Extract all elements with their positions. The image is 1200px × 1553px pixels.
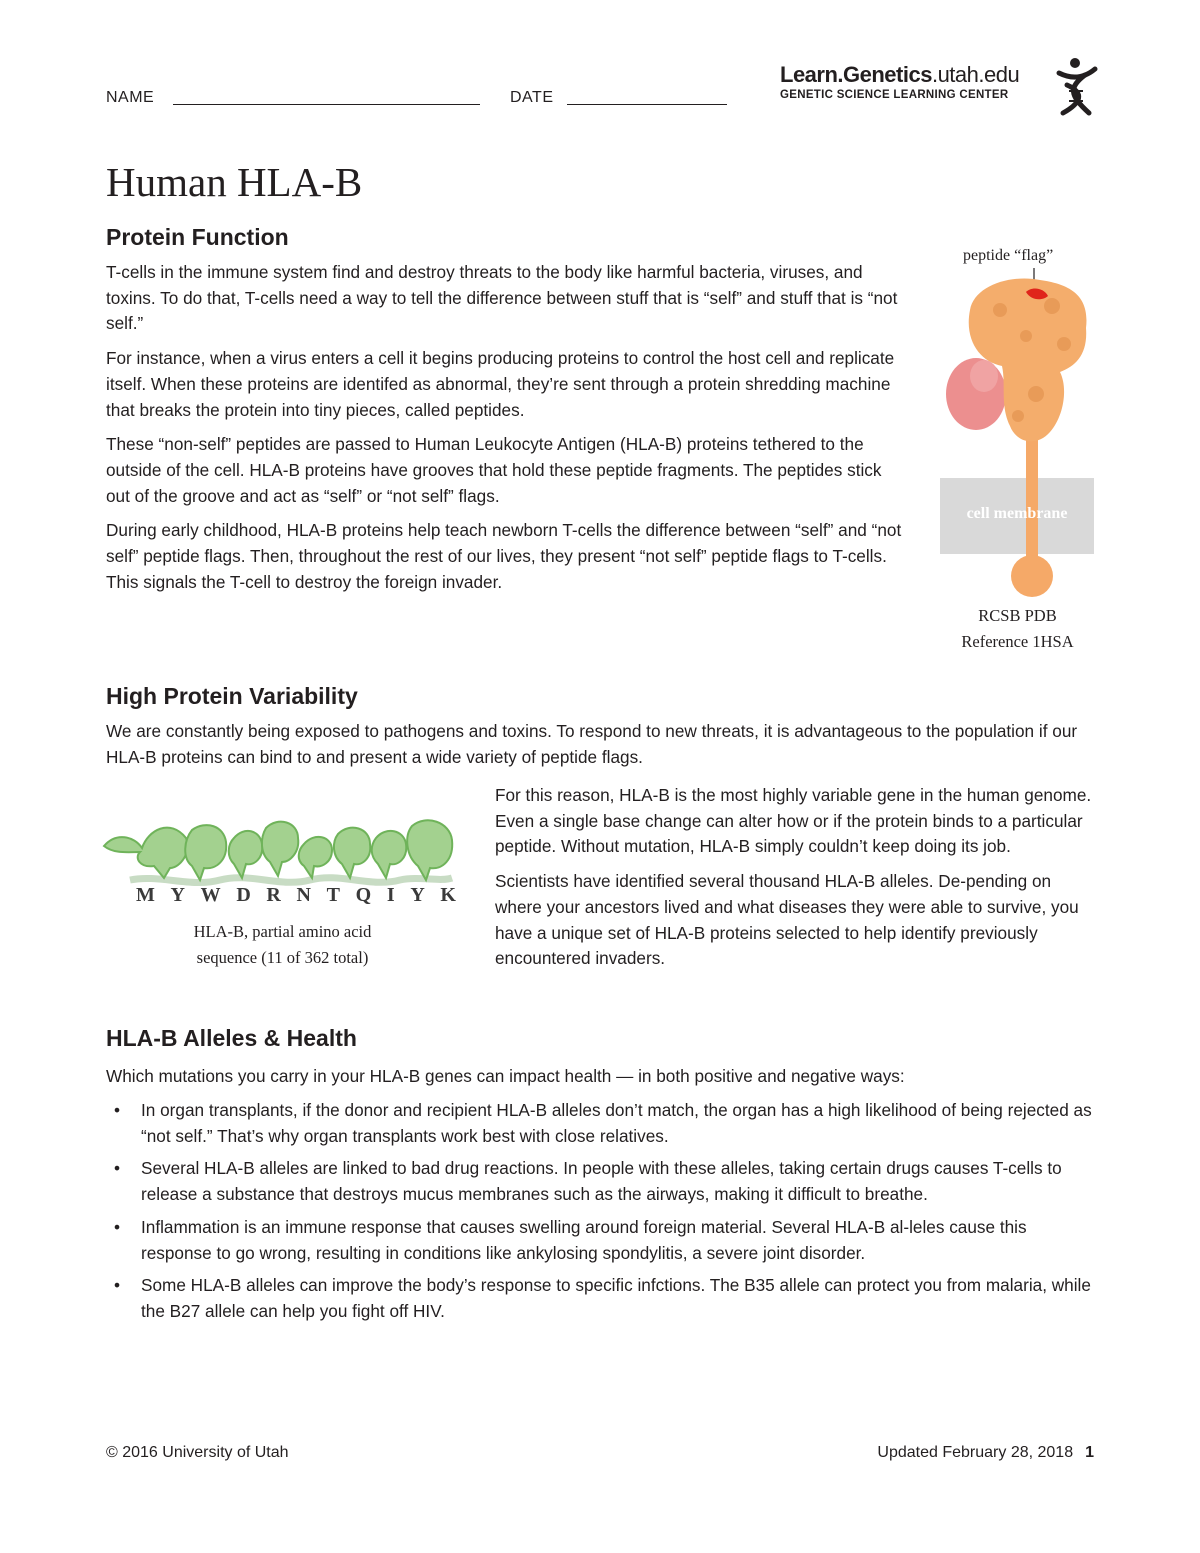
footer-copyright: © 2016 University of Utah — [106, 1444, 289, 1461]
alleles-intro: Which mutations you carry in your HLA-B genes can impact health — in both positive and negative ways: — [106, 1066, 905, 1086]
dna-person-icon — [1055, 55, 1099, 117]
amino-acid-letter: Y — [410, 884, 425, 906]
sequence-figure-caption: HLA-B, partial amino acid sequence (11 of 362 total) — [193, 922, 372, 967]
amino-acid-letter: Y — [170, 884, 185, 906]
amino-acid-letter: M — [136, 884, 155, 906]
paragraph: Scientists have identified several thousand HLA-B alleles. De-pending on where your ancestors lived and what diseases they were able to survive, you have a unique set of HLA-B proteins selected to help identify previously encountered invaders. — [495, 871, 1079, 969]
amino-acid-letter: Q — [355, 884, 372, 906]
amino-acid-letter: W — [200, 884, 221, 906]
footer-right — [877, 1444, 1094, 1462]
section-heading-variability: High Protein Variability — [106, 683, 358, 709]
site-logo[interactable] — [780, 62, 1019, 101]
logo-title: Learn.Genetics.utah.edu — [780, 62, 1020, 87]
paragraph: For this reason, HLA-B is the most highly variable gene in the human genome. Even a single base change can alter how or if the protein binds to a particular peptide. Without mutation, HLA-B simply couldn’t keep doing its job. — [495, 785, 1092, 857]
alleles-bullet-list — [106, 1098, 1096, 1332]
variability-intro: We are constantly being exposed to pathogens and toxins. To respond to new threats, it is advantageous to the population if our HLA-B proteins can bind to and present a wide variety of peptide flags. — [106, 721, 1078, 767]
protein-figure-caption: RCSB PDB Reference 1HSA — [961, 606, 1074, 651]
list-item: • Inflammation is an immune response that causes swelling around foreign material. Several HLA-B al-leles cause this response to go wrong, resulting in conditions like ankylosing spondylitis, a severe joint disorder. — [114, 1216, 1027, 1263]
hla-b-protein-illustration — [940, 266, 1100, 606]
amino-acid-letter: N — [296, 884, 311, 906]
paragraph: During early childhood, HLA-B proteins help teach newborn T-cells the difference between “self” and “not self” peptide flags. Then, throughout the rest of our lives, they present “not self” peptide flags to T-cells. This signals the T-cell to destroy the foreign invader. — [106, 520, 902, 592]
amino-acid-letter: R — [266, 884, 281, 906]
date-field[interactable] — [567, 104, 727, 105]
page-title: Human HLA-B — [106, 159, 363, 205]
amino-acid-letter: T — [326, 884, 340, 906]
list-item: • Some HLA-B alleles can improve the body’s response to specific infctions. The B35 allele can protect you from malaria, while the B27 allele can help you fight off HIV. — [114, 1275, 1091, 1321]
amino-acid-letters — [136, 884, 456, 907]
protein-function-body — [106, 260, 906, 595]
name-field[interactable] — [173, 104, 480, 105]
name-label: NAME — [106, 89, 155, 106]
paragraph: T-cells in the immune system find and destroy threats to the body like harmful bacteria, viruses, and toxins. To do that, T-cells need a way to tell the difference between stuff that is “self” and stuff that is “not self.” — [106, 262, 898, 334]
list-item: • In organ transplants, if the donor and recipient HLA-B alleles don’t match, the organ has a high likelihood of being rejected as “not self.” That’s why organ transplants work best with close relatives. — [114, 1100, 1092, 1146]
page-number: 1 — [1085, 1444, 1094, 1461]
section-heading-protein-function: Protein Function — [106, 224, 289, 250]
peptide-flag-label: peptide “flag” — [963, 247, 1054, 264]
variability-body — [495, 783, 1095, 972]
cell-membrane-label: cell membrane — [966, 505, 1068, 522]
section-heading-alleles-health: HLA-B Alleles & Health — [106, 1025, 357, 1051]
amino-acid-letter: I — [386, 884, 395, 906]
paragraph: For instance, when a virus enters a cell it begins producing proteins to control the host cell and replicate itself. When these proteins are identifed as abnormal, they’re sent through a protein shredding machine that breaks the protein into tiny pieces, called peptides. — [106, 348, 895, 420]
paragraph: These “non-self” peptides are passed to Human Leukocyte Antigen (HLA-B) proteins tethered to the outside of the cell. HLA-B proteins have grooves that hold these peptide fragments. The peptides stick out of the groove and act as “self” or “not self” flags. — [106, 434, 882, 506]
logo-subtitle: GENETIC SCIENCE LEARNING CENTER — [780, 89, 1009, 101]
amino-acid-letter: K — [440, 884, 456, 906]
list-item: • Several HLA-B alleles are linked to bad drug reactions. In people with these alleles, taking certain drugs causes T-cells to release a substance that destroys mucus membranes such as the airways, making it difficult to breathe. — [114, 1158, 1062, 1205]
date-label: DATE — [510, 89, 554, 106]
amino-acid-letter: D — [236, 884, 251, 906]
footer-updated: Updated February 28, 2018 — [877, 1444, 1074, 1461]
